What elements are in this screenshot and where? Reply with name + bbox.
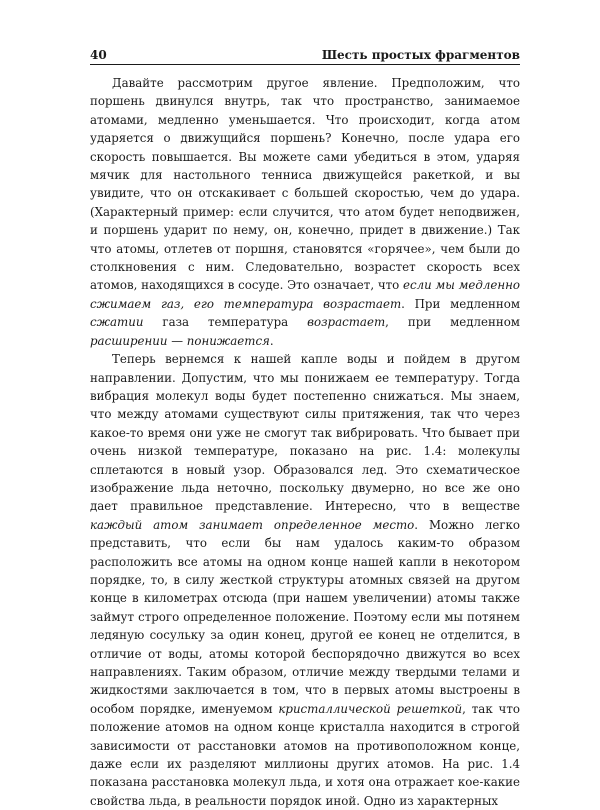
- page-number: 40: [90, 48, 107, 62]
- italic-run: возрастает: [307, 315, 386, 330]
- text-run: , при медленном: [385, 315, 520, 330]
- italic-run: расширении: [90, 333, 168, 348]
- italic-run: кристаллической решеткой: [278, 701, 463, 716]
- italic-run: сжатии: [90, 315, 144, 330]
- header-rule: [90, 64, 520, 65]
- body-text: [90, 74, 520, 810]
- paragraph-1: [90, 74, 520, 350]
- running-header: [90, 44, 520, 62]
- italic-run: если мы медленно сжимаем газ, его температура возрастает: [90, 278, 520, 311]
- italic-run: понижается: [186, 333, 270, 348]
- italic-run: каждый атом занимает определенное место: [90, 517, 415, 532]
- text-run: . При медленном: [401, 296, 520, 311]
- text-run: , так что положение атомов на одном конце кристалла находится в строгой зависимости от расстановки атомов на противоположном конце, даже если их разделяют миллионы других атомов. На рис. 1.4 показана расстановка молекул льда, и хотя она отражает кое-какие свойства льда, в реальности порядок иной. Одно из характерных: [90, 701, 520, 808]
- paragraph-2: [90, 350, 520, 810]
- text-run: газа температура: [143, 315, 308, 330]
- text-run: . Можно легко представить, что если бы нам удалось каким-то образом расположить все атомы на одном конце нашей капли в некотором порядке, то, в силу жесткой структуры атомных связей на другом конце в километрах отсюда (при нашем увеличении) атомы также займут строго определенное положение. Поэтому если мы потянем ледяную сосульку за один конец, другой ее конец не отделится, в отличие от воды, атомы которой беспорядочно движутся во всех направлениях. Таким образом, отличие между твердыми телами и жидкостями заключается в том, что в первых атомы выстроены в особом порядке, именуемом: [90, 517, 520, 716]
- text-run: .: [269, 333, 274, 348]
- text-run: Давайте рассмотрим другое явление. Предположим, что поршень двинулся внутрь, так что пространство, занимаемое атомами, медленно уменьшается. Что происходит, когда атом ударяется о движущийся поршень? Конечно, после удара его скорость повышается. Вы можете сами убедиться в этом, ударяя мячик для настольного тенниса движущейся ракеткой, и вы увидите, что он отскакивает с большей скоростью, чем до удара. (Характерный пример: если случится, что атом будет неподвижен, и поршень ударит по нему, он, конечно, придет в движение.) Так что атомы, отлетев от поршня, становятся «горячее», чем были до столкновения с ним. Следовательно, возрастет скорость всех атомов, находящихся в сосуде. Это означает, что: [90, 76, 520, 293]
- text-run: Теперь вернемся к нашей капле воды и пойдем в другом направлении. Допустим, что мы понижаем ее температуру. Тогда вибрация молекул воды будет постепенно снижаться. Мы знаем, что между атомами существуют силы притяжения, так что через какое-то время они уже не смогут так вибрировать. Что бывает при очень низкой температуре, показано на рис. 1.4: молекулы сплетаются в новый узор. Образовался лед. Это схематическое изображение льда неточно, поскольку двумерно, но все же оно дает правильное представление. Интересно, что в веществе: [90, 352, 520, 514]
- running-title: Шесть простых фрагментов: [321, 48, 520, 62]
- text-run: —: [167, 333, 187, 348]
